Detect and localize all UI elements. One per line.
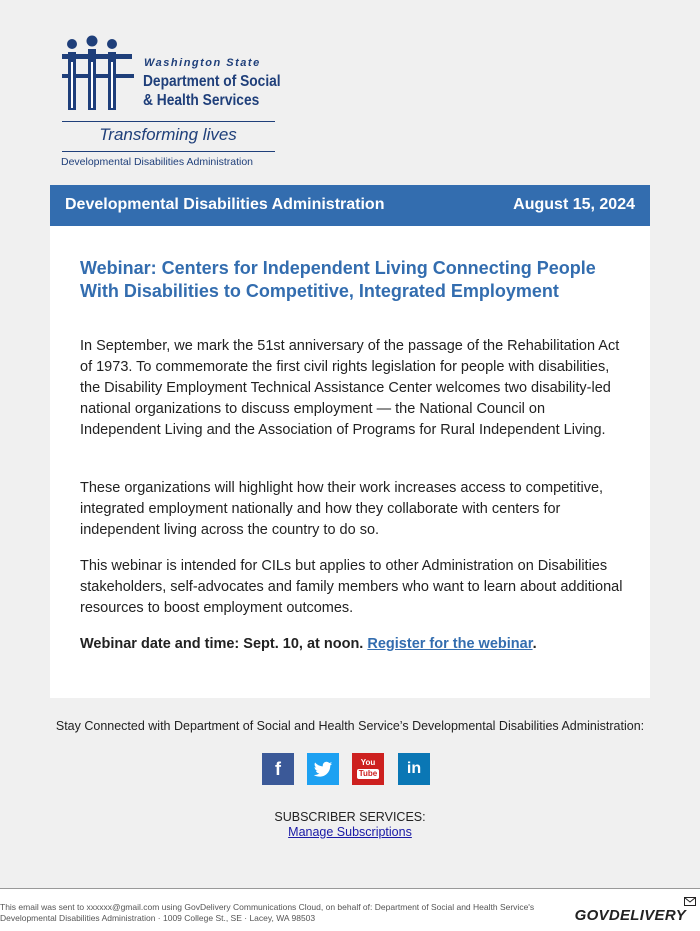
footer-disclaimer: This email was sent to xxxxxx@gmail.com using GovDelivery Communications Cloud, on behalf of: Department of Social and Health Service's Developmental Disabilities Administration · 1009 College St., SE · Lacey, WA 98503 (0, 902, 535, 923)
article-card (50, 226, 650, 698)
banner-title: Developmental Disabilities Administration (65, 196, 385, 213)
dshs-logo[interactable] (60, 34, 281, 174)
webinar-date-label: Webinar date and time: Sept. 10, at noon. (80, 636, 364, 652)
article-paragraph: In September, we mark the 51st anniversary of the passage of the Rehabilitation Act of 1973. To commemorate the first civil rights legislation for people with disabilities, the Disability Employment Technical Assistance Center welcomes two disability-led national organizations to discuss employment — the National Council on Independent Living and the Association of Programs for Rural Independent Living. (80, 338, 620, 438)
logo-department (143, 72, 281, 110)
manage-subscriptions-link[interactable]: Manage Subscriptions (288, 825, 412, 839)
logo-tagline: Transforming lives (99, 125, 237, 144)
dshs-people-logo-icon (60, 34, 138, 112)
stay-connected-text: Stay Connected with Department of Social and Health Service’s Developmental Disabilities Administration: (55, 719, 645, 733)
envelope-icon (684, 897, 696, 907)
logo-admin-name: Developmental Disabilities Administration (61, 156, 254, 168)
logo-divider (62, 151, 275, 152)
logo-divider (62, 121, 275, 122)
footer (0, 888, 700, 931)
govdelivery-brand: GOVDELIVERY (574, 907, 686, 924)
twitter-icon[interactable] (307, 753, 339, 785)
linkedin-icon[interactable]: in (398, 753, 430, 785)
govdelivery-logo[interactable] (575, 907, 686, 924)
social-links (262, 753, 432, 786)
subscriber-services-label: SUBSCRIBER SERVICES: (274, 810, 426, 824)
youtube-glyph-top: You (360, 758, 376, 767)
register-link[interactable]: Register for the webinar (367, 636, 533, 652)
subscriber-services (0, 810, 700, 839)
youtube-icon[interactable] (352, 753, 384, 785)
banner-date: August 15, 2024 (513, 196, 635, 213)
article-paragraph: These organizations will highlight how their work increases access to competitive, integrated employment nationally and how they collaborate with centers for independent living across the country to do so. (80, 480, 604, 538)
webinar-date-line (80, 634, 625, 655)
youtube-glyph-bottom: Tube (358, 769, 378, 778)
logo-state: Washington State (144, 57, 261, 69)
facebook-icon[interactable]: f (262, 753, 294, 785)
article-paragraph: This webinar is intended for CILs but applies to other Administration on Disabilities stakeholders, self-advocates and family members who want to learn about additional resources to boost employment outcomes. (80, 558, 623, 616)
header-banner (50, 185, 650, 226)
twitter-bird-icon (313, 759, 333, 779)
article-title: Webinar: Centers for Independent Living Connecting People With Disabilities to Competitive, Integrated Employment (80, 258, 596, 301)
trailing-period: . (532, 636, 537, 652)
logo-dept-line1: Department of Social (143, 73, 281, 90)
logo-dept-line2: & Health Services (143, 92, 260, 109)
